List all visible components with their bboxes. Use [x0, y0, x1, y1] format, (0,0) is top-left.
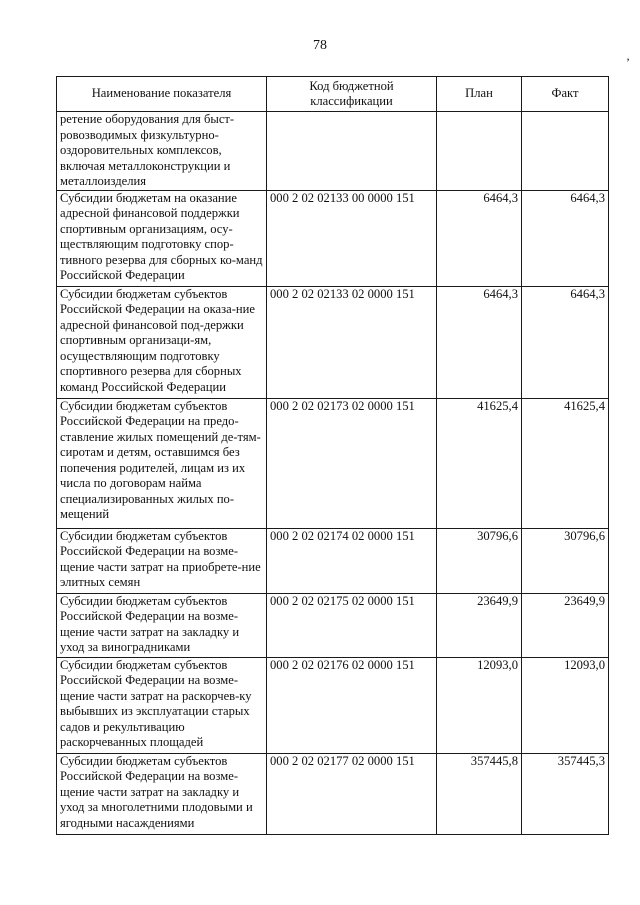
- row-code: 000 2 02 02177 02 0000 151: [267, 753, 437, 834]
- budget-table: [56, 76, 609, 835]
- row-code: 000 2 02 02176 02 0000 151: [267, 657, 437, 753]
- row-name: Субсидии бюджетам субъектов Российской Федерации на оказа-ние адресной финансовой под-держки спортивным организаци-ям, осуществляющим подготовку спортивного резерва для сборных команд Российской Федерации: [57, 286, 267, 398]
- header-fact: Факт: [522, 77, 609, 112]
- row-name: Субсидии бюджетам субъектов Российской Федерации на возме-щение части затрат на закладку и уход за виноградниками: [57, 593, 267, 657]
- table-row: [57, 112, 609, 191]
- row-code: 000 2 02 02133 00 0000 151: [267, 190, 437, 286]
- table-row: [57, 190, 609, 286]
- row-plan: 357445,8: [437, 753, 522, 834]
- table-row: [57, 657, 609, 753]
- row-code: 000 2 02 02175 02 0000 151: [267, 593, 437, 657]
- row-plan: 30796,6: [437, 528, 522, 593]
- header-code: Код бюджетной классификации: [267, 77, 437, 112]
- row-name: ретение оборудования для быст-ровозводимых физкультурно-оздоровительных комплексов, включая металлоконструкции и металлоизделия: [57, 112, 267, 191]
- row-fact: 30796,6: [522, 528, 609, 593]
- row-fact: 6464,3: [522, 190, 609, 286]
- header-plan: План: [437, 77, 522, 112]
- table-row: [57, 528, 609, 593]
- table-row: [57, 398, 609, 528]
- row-fact: 41625,4: [522, 398, 609, 528]
- row-plan: 12093,0: [437, 657, 522, 753]
- row-plan: 41625,4: [437, 398, 522, 528]
- page-number: 78: [313, 38, 327, 53]
- row-code: 000 2 02 02133 02 0000 151: [267, 286, 437, 398]
- row-fact: [522, 112, 609, 191]
- row-fact: 23649,9: [522, 593, 609, 657]
- row-name: Субсидии бюджетам субъектов Российской Федерации на возме-щение части затрат на закладку и уход за многолетними плодовыми и ягодными насаждениями: [57, 753, 267, 834]
- row-plan: 6464,3: [437, 190, 522, 286]
- row-fact: 6464,3: [522, 286, 609, 398]
- table-row: [57, 593, 609, 657]
- row-code: [267, 112, 437, 191]
- row-fact: 12093,0: [522, 657, 609, 753]
- table-row: [57, 286, 609, 398]
- table-row: [57, 753, 609, 834]
- row-code: 000 2 02 02173 02 0000 151: [267, 398, 437, 528]
- row-plan: 6464,3: [437, 286, 522, 398]
- row-name: Субсидии бюджетам субъектов Российской Федерации на возме-щение части затрат на раскорчев-ку выбывших из эксплуатации старых садов и рекультивацию раскорчеванных площадей: [57, 657, 267, 753]
- row-name: Субсидии бюджетам субъектов Российской Федерации на предо-ставление жилых помещений де-тям-сиротам и детям, оставшимся без попечения родителей, лицам из их числа по договорам найма специализированных жилых по-мещений: [57, 398, 267, 528]
- corner-mark: ’: [626, 55, 630, 69]
- row-code: 000 2 02 02174 02 0000 151: [267, 528, 437, 593]
- table-header-row: [57, 77, 609, 112]
- row-plan: 23649,9: [437, 593, 522, 657]
- row-name: Субсидии бюджетам на оказание адресной финансовой поддержки спортивным организациям, осу-ществляющим подготовку спор-тивного резерва для сборных ко-манд Российской Федерации: [57, 190, 267, 286]
- row-fact: 357445,3: [522, 753, 609, 834]
- row-name: Субсидии бюджетам субъектов Российской Федерации на возме-щение части затрат на приобрете-ние элитных семян: [57, 528, 267, 593]
- row-plan: [437, 112, 522, 191]
- header-name: Наименование показателя: [57, 77, 267, 112]
